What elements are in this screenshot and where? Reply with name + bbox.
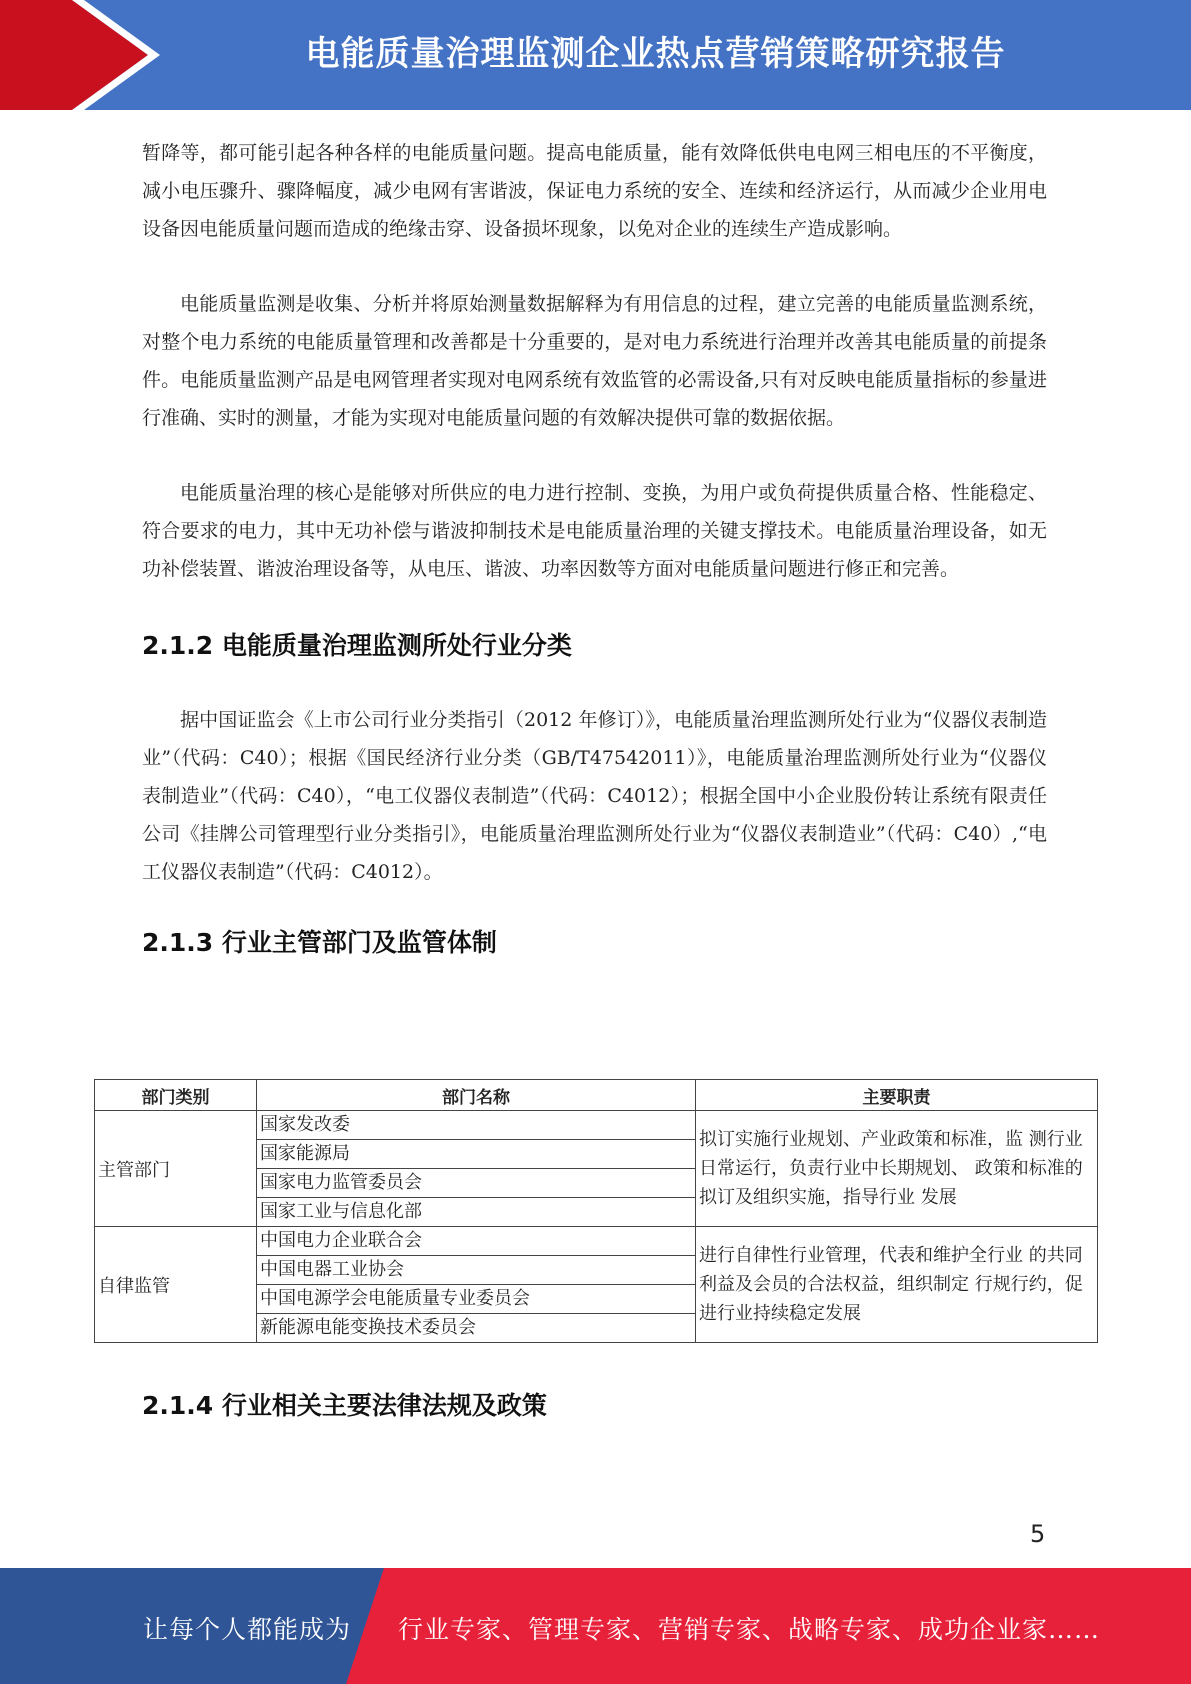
- department-name-cell: 国家发改委: [257, 1111, 696, 1140]
- table-header-row: [95, 1080, 1098, 1111]
- paragraph-power-quality-problems: 暂降等，都可能引起各种各样的电能质量问题。提高电能质量，能有效降低供电电网三相电压的不平衡度，减小电压骤升、骤降幅度，减少电网有害谐波，保证电力系统的安全、连续和经济运行，从而减少企业用电设备因电能质量问题而造成的绝缘击穿、设备损坏现象，以免对企业的连续生产造成影响。: [142, 142, 1047, 240]
- page-footer: [0, 1568, 1191, 1684]
- category-cell: 自律监管: [95, 1227, 257, 1343]
- department-name-cell: 新能源电能变换技术委员会: [257, 1314, 696, 1343]
- regulatory-departments-table: [94, 1079, 1098, 1343]
- page-header: [0, 0, 1191, 110]
- page-content: [142, 134, 1047, 959]
- table-row: [95, 1111, 1098, 1140]
- section-heading-2-1-4: 2.1.4 行业相关主要法律法规及政策: [142, 1391, 547, 1420]
- department-name-cell: 中国电力企业联合会: [257, 1227, 696, 1256]
- paragraph-power-quality-governance: 电能质量治理的核心是能够对所供应的电力进行控制、变换，为用户或负荷提供质量合格、性能稳定、符合要求的电力，其中无功补偿与谐波抑制技术是电能质量治理的关键支撑技术。电能质量治理设备，如无功补偿装置、谐波治理设备等，从电压、谐波、功率因数等方面对电能质量问题进行修正和完善。: [142, 482, 1047, 580]
- report-title: 电能质量治理监测企业热点营销策略研究报告: [305, 34, 1006, 74]
- red-arrow-shape: [0, 0, 148, 110]
- paragraph-power-quality-monitoring: 电能质量监测是收集、分析并将原始测量数据解释为有用信息的过程，建立完善的电能质量监测系统，对整个电力系统的电能质量管理和改善都是十分重要的，是对电力系统进行治理并改善其电能质量的前提条件。电能质量监测产品是电网管理者实现对电网系统有效监管的必需设备,只有对反映电能质量指标的参量进行准确、实时的测量，才能为实现对电能质量问题的有效解决提供可靠的数据依据。: [142, 293, 1047, 429]
- department-name-cell: 中国电器工业协会: [257, 1256, 696, 1285]
- department-name-cell: 中国电源学会电能质量专业委员会: [257, 1285, 696, 1314]
- paragraph-industry-classification: 据中国证监会《上市公司行业分类指引（2012 年修订）》，电能质量治理监测所处行业为“仪器仪表制造业”（代码：C40）；根据《国民经济行业分类（GB/T47542011）》，电能质量治理监测所处行业为“仪器仪表制造业”（代码：C40），“电工仪器仪表制造”（代码：C4012）；根据全国中小企业股份转让系统有限责任公司《挂牌公司管理型行业分类指引》，电能质量治理监测所处行业为“仪器仪表制造业”（代码：C40）,“电工仪器仪表制造”（代码：C4012）。: [142, 709, 1047, 883]
- department-name-cell: 国家能源局: [257, 1140, 696, 1169]
- section-heading-2-1-2: 2.1.2 电能质量治理监测所处行业分类: [142, 631, 572, 660]
- section-heading-2-1-3: 2.1.3 行业主管部门及监管体制: [142, 928, 497, 957]
- duty-cell: 拟订实施行业规划、产业政策和标准，监 测行业日常运行，负责行业中长期规划、 政策和标准的拟订及组织实施，指导行业 发展: [696, 1111, 1098, 1227]
- department-name-cell: 国家电力监管委员会: [257, 1169, 696, 1198]
- footer-slogan-left: 让每个人都能成为: [143, 1615, 352, 1644]
- page-number: 5: [1030, 1520, 1046, 1548]
- header-department-name: 部门名称: [257, 1080, 696, 1111]
- header-main-duties: 主要职责: [696, 1080, 1098, 1111]
- footer-slogan-right: 行业专家、管理专家、营销专家、战略专家、成功企业家……: [398, 1615, 1101, 1644]
- duty-cell: 进行自律性行业管理，代表和维护全行业 的共同利益及会员的合法权益，组织制定 行规行约，促进行业持续稳定发展: [696, 1227, 1098, 1343]
- header-category: 部门类别: [95, 1080, 257, 1111]
- department-name-cell: 国家工业与信息化部: [257, 1198, 696, 1227]
- table-row: [95, 1227, 1098, 1256]
- category-cell: 主管部门: [95, 1111, 257, 1227]
